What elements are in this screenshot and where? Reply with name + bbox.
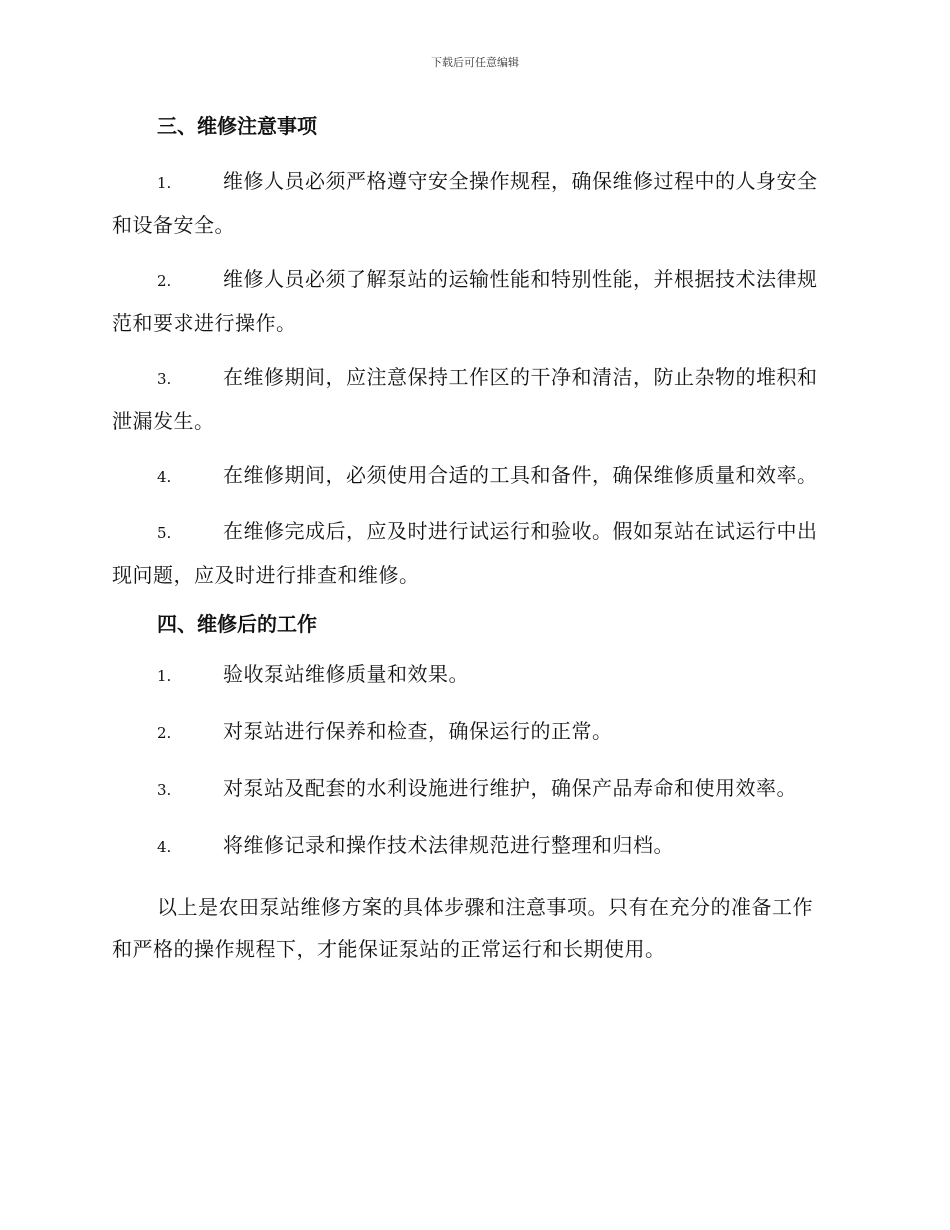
list-item-number: 5. bbox=[157, 524, 172, 542]
list-item-text: 在维修完成后，应及时进行试运行和验收。假如泵站在试运行中出现问题，应及时进行排查和维修。 bbox=[112, 519, 818, 587]
list-item bbox=[112, 829, 832, 863]
list-item bbox=[112, 258, 832, 344]
list-item-text: 对泵站进行保养和检查，确保运行的正常。 bbox=[223, 719, 613, 743]
section-heading-4: 四、维修后的工作 bbox=[157, 612, 317, 636]
list-item bbox=[112, 356, 832, 442]
list-item bbox=[112, 510, 832, 596]
list-item-text: 验收泵站维修质量和效果。 bbox=[223, 662, 469, 686]
list-item-number: 3. bbox=[157, 781, 172, 799]
list-item-number: 1. bbox=[157, 667, 172, 685]
document-body bbox=[112, 110, 832, 970]
conclusion-paragraph: 以上是农田泵站维修方案的具体步骤和注意事项。只有在充分的准备工作和严格的操作规程下，才能保证泵站的正常运行和长期使用。 bbox=[112, 895, 813, 961]
list-item-text: 维修人员必须了解泵站的运输性能和特别性能，并根据技术法律规范和要求进行操作。 bbox=[112, 267, 818, 335]
list-item-number: 3. bbox=[157, 370, 172, 388]
list-item-number: 2. bbox=[157, 272, 172, 290]
list-item bbox=[112, 772, 832, 806]
list-item bbox=[112, 160, 832, 246]
list-item-text: 维修人员必须严格遵守安全操作规程，确保维修过程中的人身安全和设备安全。 bbox=[112, 169, 818, 237]
list-item-number: 4. bbox=[157, 838, 172, 856]
list-item bbox=[112, 658, 832, 692]
list-item bbox=[112, 454, 832, 498]
list-item-text: 在维修期间，应注意保持工作区的干净和清洁，防止杂物的堆积和泄漏发生。 bbox=[112, 365, 818, 433]
page-header: 下载后可任意编辑 bbox=[431, 56, 519, 69]
list-item-text: 在维修期间，必须使用合适的工具和备件，确保维修质量和效率。 bbox=[223, 463, 818, 487]
list-item-text: 对泵站及配套的水利设施进行维护，确保产品寿命和使用效率。 bbox=[223, 776, 797, 800]
list-item bbox=[112, 715, 832, 749]
list-item-number: 1. bbox=[157, 174, 172, 192]
list-item-number: 4. bbox=[157, 468, 172, 486]
list-item-text: 将维修记录和操作技术法律规范进行整理和归档。 bbox=[223, 833, 674, 857]
list-item-number: 2. bbox=[157, 724, 172, 742]
section-heading-3: 三、维修注意事项 bbox=[157, 114, 317, 138]
